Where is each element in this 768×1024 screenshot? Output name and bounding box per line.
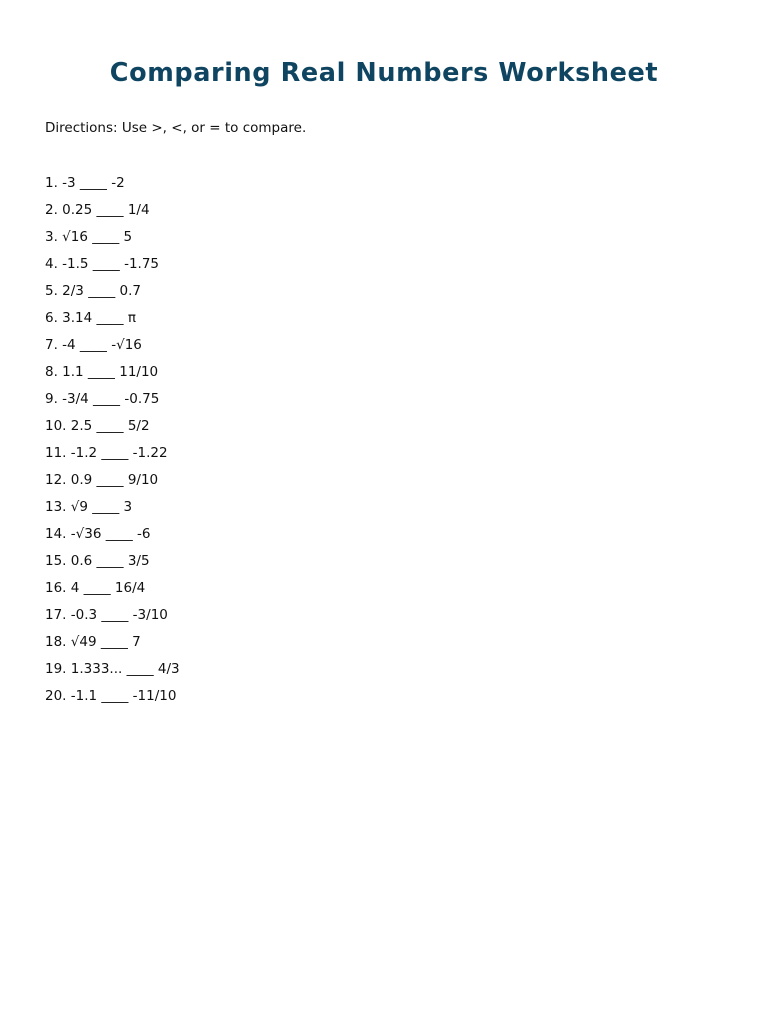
problem-item-13: 13. √9 ____ 3 xyxy=(45,499,133,515)
problem-item-4: 4. -1.5 ____ -1.75 xyxy=(45,256,160,272)
problem-list xyxy=(45,174,180,714)
problem-item-16: 16. 4 ____ 16/4 xyxy=(45,580,146,596)
problem-item-2: 2. 0.25 ____ 1/4 xyxy=(45,202,150,218)
problem-item-1: 1. -3 ____ -2 xyxy=(45,175,125,191)
problem-item-19: 19. 1.333... ____ 4/3 xyxy=(45,661,180,677)
problem-item-7: 7. -4 ____ -√16 xyxy=(45,337,142,353)
problem-item-3: 3. √16 ____ 5 xyxy=(45,229,133,245)
problem-item-14: 14. -√36 ____ -6 xyxy=(45,526,151,542)
problem-item-6: 6. 3.14 ____ π xyxy=(45,310,136,326)
problem-item-18: 18. √49 ____ 7 xyxy=(45,634,141,650)
problem-item-15: 15. 0.6 ____ 3/5 xyxy=(45,553,150,569)
problem-item-12: 12. 0.9 ____ 9/10 xyxy=(45,472,159,488)
problem-item-8: 8. 1.1 ____ 11/10 xyxy=(45,364,159,380)
problem-item-11: 11. -1.2 ____ -1.22 xyxy=(45,445,168,461)
problem-item-9: 9. -3/4 ____ -0.75 xyxy=(45,391,160,407)
page-title: Comparing Real Numbers Worksheet xyxy=(109,58,659,88)
problem-item-17: 17. -0.3 ____ -3/10 xyxy=(45,607,168,623)
problem-item-20: 20. -1.1 ____ -11/10 xyxy=(45,688,177,704)
directions-text: Directions: Use >, <, or = to compare. xyxy=(45,120,307,136)
problem-item-5: 5. 2/3 ____ 0.7 xyxy=(45,283,141,299)
problem-item-10: 10. 2.5 ____ 5/2 xyxy=(45,418,150,434)
